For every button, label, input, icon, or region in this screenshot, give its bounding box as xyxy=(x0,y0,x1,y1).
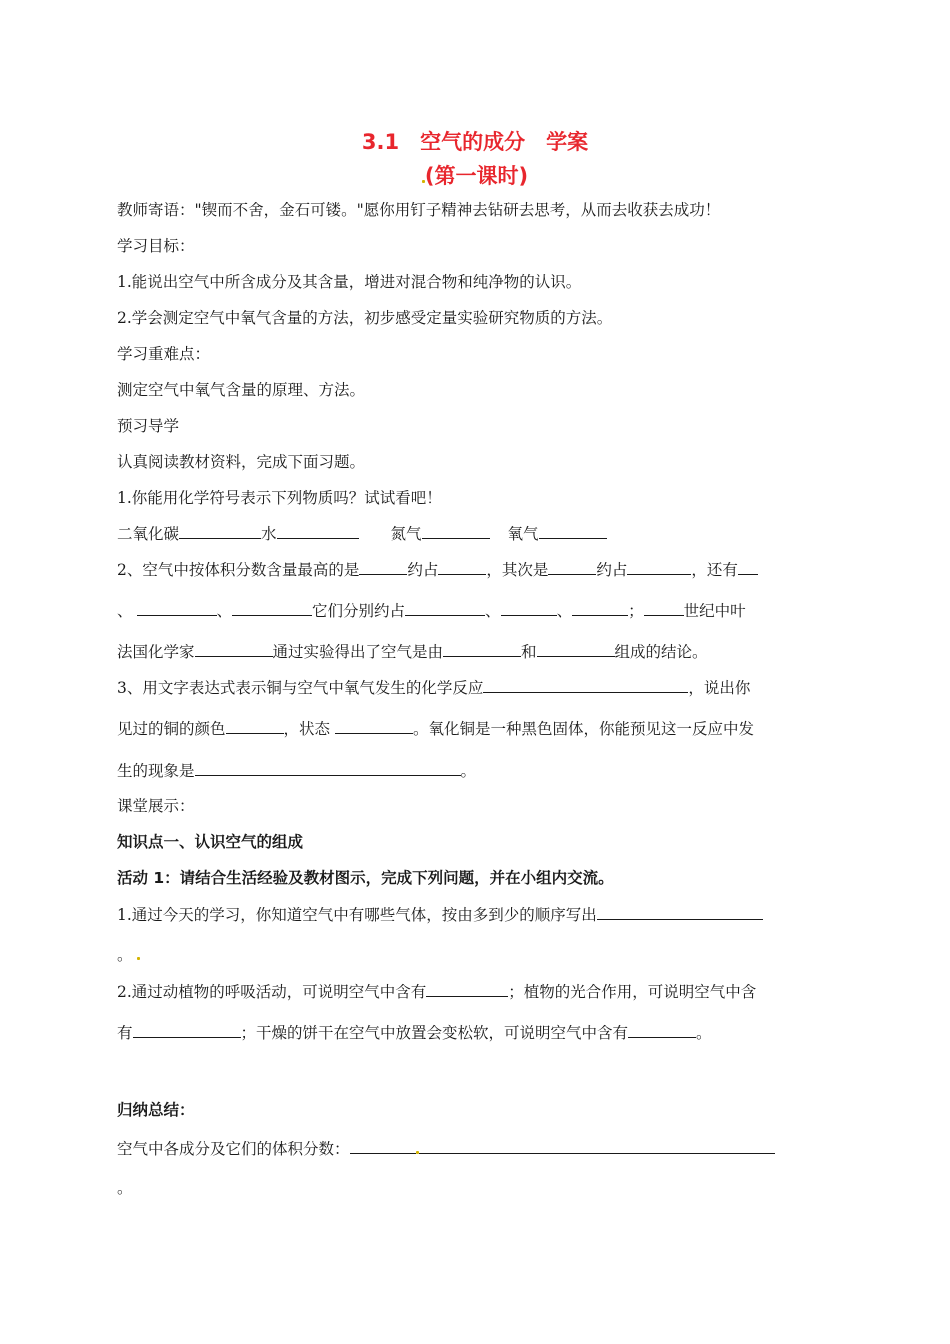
item-label: 水 xyxy=(261,525,277,543)
item-label: 氮气 xyxy=(390,525,422,543)
goal-1: 1.能说出空气中所含成分及其含量，增进对混合物和纯净物的认识。 xyxy=(117,273,582,291)
question-1: 1.你能用化学符号表示下列物质吗？试试看吧！ xyxy=(117,489,442,507)
question-3-line-3: 生的现象是 。 xyxy=(117,762,477,780)
key-text: 测定空气中氧气含量的原理、方法。 xyxy=(117,381,366,399)
item-label: 氧气 xyxy=(507,525,539,543)
question-1-items xyxy=(117,523,607,544)
question-2-line-3: 法国化学家 通过实验得出了空气是由 和 组成的结论。 xyxy=(117,643,708,661)
highlight-mark xyxy=(137,957,140,960)
activity-question-2-line-1: 2.通过动植物的呼吸活动，可说明空气中含有 ；植物的光合作用，可说明空气中含 xyxy=(117,983,757,1001)
answer-blank[interactable] xyxy=(277,523,359,539)
answer-blank[interactable] xyxy=(422,523,490,539)
answer-blank[interactable] xyxy=(572,600,628,616)
answer-blank[interactable] xyxy=(644,600,684,616)
answer-blank[interactable] xyxy=(548,559,596,575)
knowledge-point-1: 知识点一、认识空气的组成 xyxy=(117,833,304,851)
answer-blank[interactable] xyxy=(443,641,521,657)
answer-blank[interactable] xyxy=(133,1022,241,1038)
key-heading: 学习重难点： xyxy=(117,345,211,363)
teacher-message: 教师寄语："锲而不舍，金石可镂。"愿你用钉子精神去钻研去思考，从而去收获去成功！ xyxy=(117,201,721,219)
answer-blank[interactable] xyxy=(350,1138,416,1154)
summary-end: 。 xyxy=(117,1179,133,1197)
page-subtitle xyxy=(0,160,950,190)
page-title: 3.1 空气的成分 学案 xyxy=(361,130,589,154)
question-3-line-2: 见过的铜的颜色 ，状态 。氧化铜是一种黑色固体，你能预见这一反应中发 xyxy=(117,720,754,738)
question-2-line-1: 2、空气中按体积分数含量最高的是 约占 ，其次是 约占 ，还有 xyxy=(117,559,758,580)
answer-blank[interactable] xyxy=(195,760,461,776)
goal-2: 2.学会测定空气中氧气含量的方法，初步感受定量实验研究物质的方法。 xyxy=(117,309,613,327)
activity-question-1-end: 。 xyxy=(117,945,140,965)
answer-blank[interactable] xyxy=(179,523,261,539)
answer-blank[interactable] xyxy=(501,600,557,616)
answer-blank[interactable] xyxy=(426,981,508,997)
question-2-line-2: 、 、 它们分别约占 、 、 ； 世纪中叶 xyxy=(117,602,746,620)
answer-blank[interactable] xyxy=(226,718,284,734)
answer-blank[interactable] xyxy=(438,559,486,575)
answer-blank[interactable] xyxy=(628,1022,696,1038)
answer-blank[interactable] xyxy=(627,559,691,575)
answer-blank[interactable] xyxy=(738,559,758,575)
activity-question-1: 1.通过今天的学习，你知道空气中有哪些气体，按由多到少的顺序写出 xyxy=(117,904,763,925)
answer-blank[interactable] xyxy=(137,600,217,616)
preview-text: 认真阅读教材资料，完成下面习题。 xyxy=(117,453,366,471)
answer-blank[interactable] xyxy=(405,600,485,616)
goals-heading: 学习目标： xyxy=(117,237,195,255)
answer-blank[interactable] xyxy=(232,600,312,616)
answer-blank[interactable] xyxy=(195,641,273,657)
preview-heading: 预习导学 xyxy=(117,417,180,435)
answer-blank[interactable] xyxy=(539,523,607,539)
activity-question-2-line-2: 有 ；干燥的饼干在空气中放置会变松软，可说明空气中含有 。 xyxy=(117,1024,712,1042)
answer-blank[interactable] xyxy=(335,718,413,734)
answer-blank[interactable] xyxy=(597,904,763,920)
summary-heading: 归纳总结： xyxy=(117,1101,195,1119)
activity-1: 活动 1：请结合生活经验及教材图示，完成下列问题，并在小组内交流。 xyxy=(117,869,614,887)
question-3-line-1: 3、用文字表达式表示铜与空气中氧气发生的化学反应 ，说出你 xyxy=(117,679,751,697)
subtitle-text: (第一课时) xyxy=(424,164,529,188)
summary-text: 空气中各成分及它们的体积分数： xyxy=(117,1138,775,1159)
class-heading: 课堂展示： xyxy=(117,797,195,815)
item-label: 二氧化碳 xyxy=(117,525,180,543)
answer-blank[interactable] xyxy=(419,1138,775,1154)
answer-blank[interactable] xyxy=(537,641,615,657)
answer-blank[interactable] xyxy=(483,677,688,693)
answer-blank[interactable] xyxy=(359,559,407,575)
